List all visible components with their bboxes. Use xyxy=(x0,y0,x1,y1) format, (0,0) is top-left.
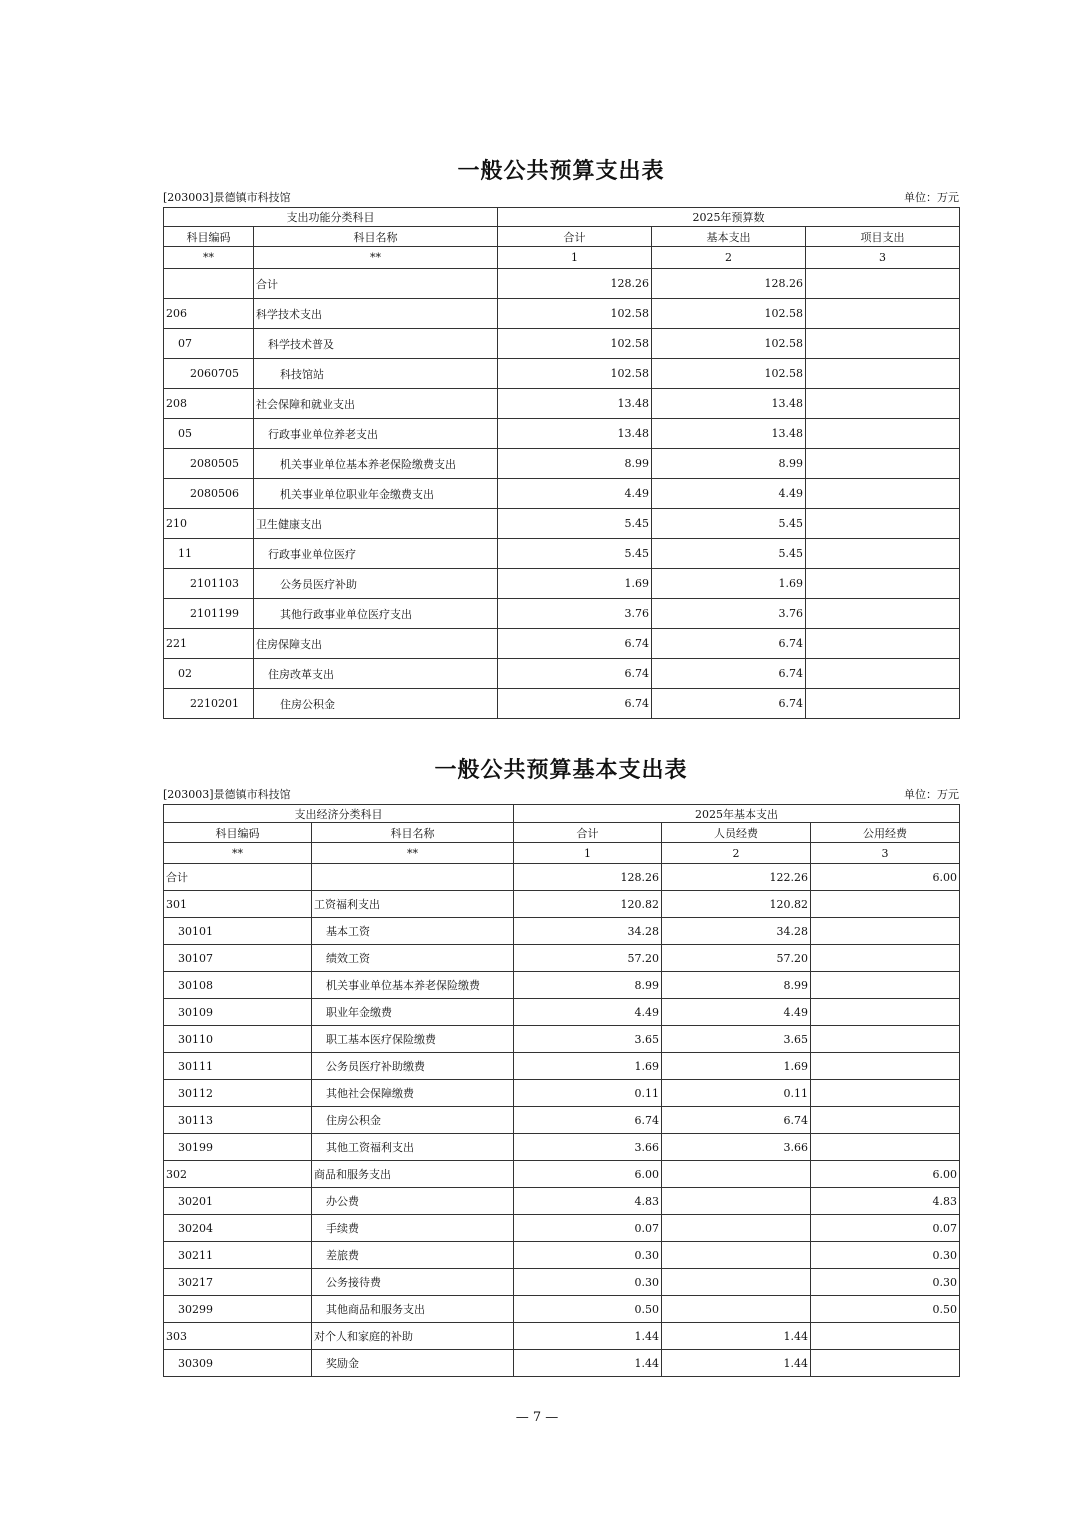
table2-cell-public xyxy=(811,972,960,999)
table1-row xyxy=(164,299,960,329)
table2-cell-total: 0.07 xyxy=(514,1215,662,1242)
table1-cell-name: 住房保障支出 xyxy=(254,629,498,659)
table2-row xyxy=(164,1188,960,1215)
table2-cell-personnel: 122.26 xyxy=(662,864,811,891)
table1-cell-basic: 4.49 xyxy=(652,479,806,509)
table2-cell-public: 0.30 xyxy=(811,1269,960,1296)
table2-cell-total: 4.49 xyxy=(514,999,662,1026)
table1-cell-total: 6.74 xyxy=(498,629,652,659)
table2-column-header xyxy=(164,823,960,843)
table1-cell-total: 13.48 xyxy=(498,389,652,419)
table1-cell-code: 11 xyxy=(164,539,254,569)
table2-index-cell: 2 xyxy=(662,843,811,864)
table1-cell-project xyxy=(806,599,960,629)
table2-cell-public: 6.00 xyxy=(811,1161,960,1188)
table1-group-right: 2025年预算数 xyxy=(498,208,960,227)
table1-group-left: 支出功能分类科目 xyxy=(164,208,498,227)
table2-cell-code: 30112 xyxy=(164,1080,312,1107)
table1-cell-code: 221 xyxy=(164,629,254,659)
table1-cell-basic: 13.48 xyxy=(652,389,806,419)
table2-row xyxy=(164,1161,960,1188)
table1-cell-name: 其他行政事业单位医疗支出 xyxy=(254,599,498,629)
table2-cell-code: 302 xyxy=(164,1161,312,1188)
table2-cell-public xyxy=(811,1350,960,1377)
table2-col-personnel: 人员经费 xyxy=(662,823,811,843)
table2-cell-public xyxy=(811,1080,960,1107)
table1-index-cell: ** xyxy=(254,247,498,269)
table1-index-cell: 2 xyxy=(652,247,806,269)
table1-row xyxy=(164,599,960,629)
table2-cell-code: 30211 xyxy=(164,1242,312,1269)
table2-row xyxy=(164,891,960,918)
table2-cell-personnel: 3.65 xyxy=(662,1026,811,1053)
table1-cell-code: 210 xyxy=(164,509,254,539)
table2-cell-code: 30217 xyxy=(164,1269,312,1296)
table2-cell-public xyxy=(811,1107,960,1134)
table1-cell-code: 02 xyxy=(164,659,254,689)
table2-cell-total: 6.00 xyxy=(514,1161,662,1188)
table2 xyxy=(163,804,960,1377)
table2-cell-name: 职工基本医疗保险缴费 xyxy=(312,1026,514,1053)
table2-index-cell: 1 xyxy=(514,843,662,864)
table2-cell-name xyxy=(312,864,514,891)
table1-cell-total: 5.45 xyxy=(498,509,652,539)
table1-cell-total: 4.49 xyxy=(498,479,652,509)
table1-cell-basic: 6.74 xyxy=(652,689,806,719)
table2-cell-code: 30109 xyxy=(164,999,312,1026)
table2-cell-total: 6.74 xyxy=(514,1107,662,1134)
table2-cell-public xyxy=(811,918,960,945)
table2-index-cell: 3 xyxy=(811,843,960,864)
table2-index-row xyxy=(164,843,960,864)
table1-cell-code: 2210201 xyxy=(164,689,254,719)
table1-cell-code: 206 xyxy=(164,299,254,329)
table2-row xyxy=(164,918,960,945)
table2-cell-total: 0.30 xyxy=(514,1269,662,1296)
table1-cell-name: 住房公积金 xyxy=(254,689,498,719)
table1-row xyxy=(164,659,960,689)
table2-row xyxy=(164,945,960,972)
table2-cell-name: 公务接待费 xyxy=(312,1269,514,1296)
table2-row xyxy=(164,972,960,999)
table2-cell-name: 绩效工资 xyxy=(312,945,514,972)
table1-column-header xyxy=(164,227,960,247)
table2-cell-code: 30201 xyxy=(164,1188,312,1215)
table1-cell-name: 住房改革支出 xyxy=(254,659,498,689)
table2-cell-personnel: 3.66 xyxy=(662,1134,811,1161)
table2-cell-total: 0.50 xyxy=(514,1296,662,1323)
table2-row xyxy=(164,1107,960,1134)
table2-cell-public xyxy=(811,891,960,918)
table1-cell-basic: 5.45 xyxy=(652,509,806,539)
table2-cell-name: 办公费 xyxy=(312,1188,514,1215)
table2-cell-name: 其他商品和服务支出 xyxy=(312,1296,514,1323)
table2-cell-personnel xyxy=(662,1188,811,1215)
table2-cell-code: 合计 xyxy=(164,864,312,891)
table1-cell-name: 科学技术支出 xyxy=(254,299,498,329)
table1-row xyxy=(164,329,960,359)
table1-index-cell: ** xyxy=(164,247,254,269)
table2-cell-personnel: 8.99 xyxy=(662,972,811,999)
table2-meta xyxy=(163,786,959,804)
table1-cell-basic: 6.74 xyxy=(652,659,806,689)
table1-cell-project xyxy=(806,329,960,359)
table2-cell-name: 其他工资福利支出 xyxy=(312,1134,514,1161)
table1-row xyxy=(164,419,960,449)
table2-cell-public: 6.00 xyxy=(811,864,960,891)
table1-cell-total: 6.74 xyxy=(498,659,652,689)
table2-row xyxy=(164,1350,960,1377)
table1-col-total: 合计 xyxy=(498,227,652,247)
table2-col-total: 合计 xyxy=(514,823,662,843)
table1-cell-total: 5.45 xyxy=(498,539,652,569)
table1-cell-code xyxy=(164,269,254,299)
table1-cell-name: 卫生健康支出 xyxy=(254,509,498,539)
table2-cell-total: 3.66 xyxy=(514,1134,662,1161)
table1-cell-total: 6.74 xyxy=(498,689,652,719)
table2-cell-total: 0.11 xyxy=(514,1080,662,1107)
table2-group-left: 支出经济分类科目 xyxy=(164,805,514,823)
table2-row xyxy=(164,1026,960,1053)
table2-cell-personnel: 6.74 xyxy=(662,1107,811,1134)
table2-cell-code: 30107 xyxy=(164,945,312,972)
table2-cell-total: 0.30 xyxy=(514,1242,662,1269)
table1-cell-project xyxy=(806,659,960,689)
table2-row xyxy=(164,864,960,891)
table2-cell-public xyxy=(811,1134,960,1161)
table2-cell-code: 30199 xyxy=(164,1134,312,1161)
table2-group-right: 2025年基本支出 xyxy=(514,805,960,823)
table1-group-header xyxy=(164,208,960,227)
table1-row xyxy=(164,689,960,719)
table2-cell-public: 0.07 xyxy=(811,1215,960,1242)
table2-row xyxy=(164,999,960,1026)
table1-row xyxy=(164,539,960,569)
table1-cell-name: 社会保障和就业支出 xyxy=(254,389,498,419)
table2-row xyxy=(164,1080,960,1107)
table2-cell-name: 手续费 xyxy=(312,1215,514,1242)
table2-cell-name: 公务员医疗补助缴费 xyxy=(312,1053,514,1080)
table2-row xyxy=(164,1323,960,1350)
table1-cell-basic: 8.99 xyxy=(652,449,806,479)
page-number: — 7 — xyxy=(515,1410,559,1425)
table1-row xyxy=(164,629,960,659)
table1-cell-total: 102.58 xyxy=(498,299,652,329)
table1-cell-code: 2080506 xyxy=(164,479,254,509)
table2-cell-code: 30110 xyxy=(164,1026,312,1053)
table1-cell-code: 2080505 xyxy=(164,449,254,479)
table2-cell-name: 其他社会保障缴费 xyxy=(312,1080,514,1107)
table2-title: 一般公共预算基本支出表 xyxy=(434,757,688,783)
table1-cell-total: 13.48 xyxy=(498,419,652,449)
table2-cell-public xyxy=(811,1053,960,1080)
table1-col-basic: 基本支出 xyxy=(652,227,806,247)
table2-unit: 单位：万元 xyxy=(904,788,959,801)
table2-row xyxy=(164,1053,960,1080)
table2-cell-name: 奖励金 xyxy=(312,1350,514,1377)
table1-cell-code: 2101199 xyxy=(164,599,254,629)
table1-cell-basic: 102.58 xyxy=(652,329,806,359)
table1-section xyxy=(163,156,959,719)
table2-cell-code: 30113 xyxy=(164,1107,312,1134)
table2-cell-total: 34.28 xyxy=(514,918,662,945)
table2-cell-personnel xyxy=(662,1242,811,1269)
table1-row xyxy=(164,269,960,299)
table2-cell-code: 30204 xyxy=(164,1215,312,1242)
table1-row xyxy=(164,479,960,509)
table2-cell-public xyxy=(811,999,960,1026)
table2-cell-personnel: 1.44 xyxy=(662,1323,811,1350)
table1-row xyxy=(164,569,960,599)
table1-index-cell: 3 xyxy=(806,247,960,269)
table2-col-name: 科目名称 xyxy=(312,823,514,843)
table1-cell-project xyxy=(806,299,960,329)
table2-cell-code: 30299 xyxy=(164,1296,312,1323)
table2-index-cell: ** xyxy=(312,843,514,864)
table1-cell-code: 07 xyxy=(164,329,254,359)
table2-cell-total: 1.44 xyxy=(514,1350,662,1377)
table2-row xyxy=(164,1134,960,1161)
table2-cell-personnel: 0.11 xyxy=(662,1080,811,1107)
table2-cell-personnel xyxy=(662,1215,811,1242)
table1-row xyxy=(164,389,960,419)
table2-cell-name: 基本工资 xyxy=(312,918,514,945)
table2-cell-total: 4.83 xyxy=(514,1188,662,1215)
table2-col-public: 公用经费 xyxy=(811,823,960,843)
table2-row xyxy=(164,1269,960,1296)
table1-cell-name: 合计 xyxy=(254,269,498,299)
table1-cell-name: 公务员医疗补助 xyxy=(254,569,498,599)
table1-row xyxy=(164,509,960,539)
table1-cell-project xyxy=(806,269,960,299)
table1-cell-name: 机关事业单位职业年金缴费支出 xyxy=(254,479,498,509)
table1-title: 一般公共预算支出表 xyxy=(457,158,665,184)
table2-cell-public xyxy=(811,1026,960,1053)
table2-index-cell: ** xyxy=(164,843,312,864)
table2-cell-personnel: 1.44 xyxy=(662,1350,811,1377)
table1-cell-basic: 6.74 xyxy=(652,629,806,659)
table1-cell-project xyxy=(806,629,960,659)
table1-col-project: 项目支出 xyxy=(806,227,960,247)
table1-cell-project xyxy=(806,539,960,569)
table1-cell-project xyxy=(806,419,960,449)
table1-col-code: 科目编码 xyxy=(164,227,254,247)
table2-cell-total: 1.69 xyxy=(514,1053,662,1080)
table1-row xyxy=(164,449,960,479)
table1-cell-total: 3.76 xyxy=(498,599,652,629)
table1-cell-code: 208 xyxy=(164,389,254,419)
table1-cell-project xyxy=(806,689,960,719)
table2-cell-public: 0.50 xyxy=(811,1296,960,1323)
table2-row xyxy=(164,1296,960,1323)
table1-cell-code: 05 xyxy=(164,419,254,449)
table2-cell-personnel xyxy=(662,1269,811,1296)
table1-cell-total: 128.26 xyxy=(498,269,652,299)
table1-unit: 单位：万元 xyxy=(904,191,959,204)
table2-cell-name: 商品和服务支出 xyxy=(312,1161,514,1188)
table2-cell-personnel: 120.82 xyxy=(662,891,811,918)
table2-cell-personnel: 34.28 xyxy=(662,918,811,945)
table1-cell-total: 8.99 xyxy=(498,449,652,479)
table2-cell-name: 差旅费 xyxy=(312,1242,514,1269)
table2-cell-personnel xyxy=(662,1161,811,1188)
table1-cell-total: 102.58 xyxy=(498,329,652,359)
table2-cell-name: 机关事业单位基本养老保险缴费 xyxy=(312,972,514,999)
table2-section xyxy=(163,755,959,1377)
table1-cell-name: 行政事业单位医疗 xyxy=(254,539,498,569)
table1-index-row xyxy=(164,247,960,269)
table1-cell-basic: 1.69 xyxy=(652,569,806,599)
table2-cell-public: 4.83 xyxy=(811,1188,960,1215)
table1-cell-project xyxy=(806,569,960,599)
table2-cell-code: 303 xyxy=(164,1323,312,1350)
table1-cell-project xyxy=(806,359,960,389)
table2-cell-total: 57.20 xyxy=(514,945,662,972)
table1-cell-basic: 13.48 xyxy=(652,419,806,449)
table1-cell-project xyxy=(806,479,960,509)
table2-group-header xyxy=(164,805,960,823)
table1-cell-code: 2101103 xyxy=(164,569,254,599)
table2-cell-code: 30111 xyxy=(164,1053,312,1080)
table1-cell-name: 科学技术普及 xyxy=(254,329,498,359)
table1-meta xyxy=(163,189,959,207)
table2-cell-code: 301 xyxy=(164,891,312,918)
table1-cell-basic: 128.26 xyxy=(652,269,806,299)
table1-cell-project xyxy=(806,389,960,419)
table1-cell-project xyxy=(806,449,960,479)
table2-cell-name: 对个人和家庭的补助 xyxy=(312,1323,514,1350)
table1-org: [203003]景德镇市科技馆 xyxy=(163,191,291,204)
table2-cell-public: 0.30 xyxy=(811,1242,960,1269)
table2-cell-personnel xyxy=(662,1296,811,1323)
table1-row xyxy=(164,359,960,389)
table1-cell-basic: 3.76 xyxy=(652,599,806,629)
table2-cell-code: 30101 xyxy=(164,918,312,945)
table2-cell-name: 职业年金缴费 xyxy=(312,999,514,1026)
table1-cell-basic: 102.58 xyxy=(652,299,806,329)
table2-cell-code: 30108 xyxy=(164,972,312,999)
table2-cell-personnel: 57.20 xyxy=(662,945,811,972)
table1-cell-basic: 102.58 xyxy=(652,359,806,389)
table1 xyxy=(163,207,960,719)
table2-row xyxy=(164,1215,960,1242)
table2-cell-name: 工资福利支出 xyxy=(312,891,514,918)
table1-index-cell: 1 xyxy=(498,247,652,269)
table2-cell-public xyxy=(811,1323,960,1350)
table1-cell-total: 1.69 xyxy=(498,569,652,599)
table1-cell-name: 行政事业单位养老支出 xyxy=(254,419,498,449)
table2-cell-name: 住房公积金 xyxy=(312,1107,514,1134)
table2-cell-code: 30309 xyxy=(164,1350,312,1377)
table2-cell-total: 1.44 xyxy=(514,1323,662,1350)
table1-cell-basic: 5.45 xyxy=(652,539,806,569)
table2-cell-total: 3.65 xyxy=(514,1026,662,1053)
table2-row xyxy=(164,1242,960,1269)
table2-cell-public xyxy=(811,945,960,972)
table2-org: [203003]景德镇市科技馆 xyxy=(163,788,291,801)
table1-cell-total: 102.58 xyxy=(498,359,652,389)
table2-col-code: 科目编码 xyxy=(164,823,312,843)
table1-cell-code: 2060705 xyxy=(164,359,254,389)
table2-cell-total: 128.26 xyxy=(514,864,662,891)
table2-cell-personnel: 4.49 xyxy=(662,999,811,1026)
table2-cell-total: 8.99 xyxy=(514,972,662,999)
table2-cell-total: 120.82 xyxy=(514,891,662,918)
table1-col-name: 科目名称 xyxy=(254,227,498,247)
table1-cell-name: 科技馆站 xyxy=(254,359,498,389)
table2-cell-personnel: 1.69 xyxy=(662,1053,811,1080)
table1-cell-project xyxy=(806,509,960,539)
table1-cell-name: 机关事业单位基本养老保险缴费支出 xyxy=(254,449,498,479)
